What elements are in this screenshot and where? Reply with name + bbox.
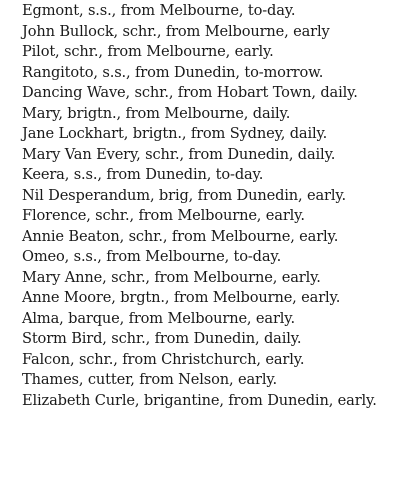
arrival-entry: Thames, cutter, from Nelson, early. xyxy=(22,371,278,388)
arrival-entry: Storm Bird, schr., from Dunedin, daily. xyxy=(22,330,302,347)
arrival-entry: Jane Lockhart, brigtn., from Sydney, daily. xyxy=(22,125,328,142)
arrival-entry: Elizabeth Curle, brigantine, from Dunedin, early. xyxy=(22,391,377,409)
arrival-entry: Annie Beaton, schr., from Melbourne, early. xyxy=(22,227,339,245)
arrival-entry: Dancing Wave, schr., from Hobart Town, daily. xyxy=(22,84,358,101)
arrival-entry: John Bullock, schr., from Melbourne, early xyxy=(22,22,330,40)
arrival-entry: Falcon, schr., from Christchurch, early. xyxy=(22,350,305,368)
arrival-entry: Mary, brigtn., from Melbourne, daily. xyxy=(22,104,291,122)
arrival-entry: Pilot, schr., from Melbourne, early. xyxy=(22,43,274,60)
arrival-entry: Mary Anne, schr., from Melbourne, early. xyxy=(22,268,321,286)
arrival-entry: Rangitoto, s.s., from Dunedin, to-morrow. xyxy=(22,63,324,81)
arrival-entry: Egmont, s.s., from Melbourne, to-day. xyxy=(22,2,296,19)
arrival-entry: Anne Moore, brgtn., from Melbourne, early. xyxy=(22,289,341,306)
arrival-entry: Mary Van Every, schr., from Dunedin, daily. xyxy=(22,145,336,163)
arrival-entry: Florence, schr., from Melbourne, early. xyxy=(22,207,305,224)
arrival-entry: Nil Desperandum, brig, from Dunedin, early. xyxy=(22,186,347,204)
shipping-arrivals-column xyxy=(4,1,405,411)
arrival-entry: Omeo, s.s., from Melbourne, to-day. xyxy=(22,248,282,265)
arrival-entry: Alma, barque, from Melbourne, early. xyxy=(22,309,295,327)
arrival-entry: Keera, s.s., from Dunedin, to-day. xyxy=(22,166,264,183)
